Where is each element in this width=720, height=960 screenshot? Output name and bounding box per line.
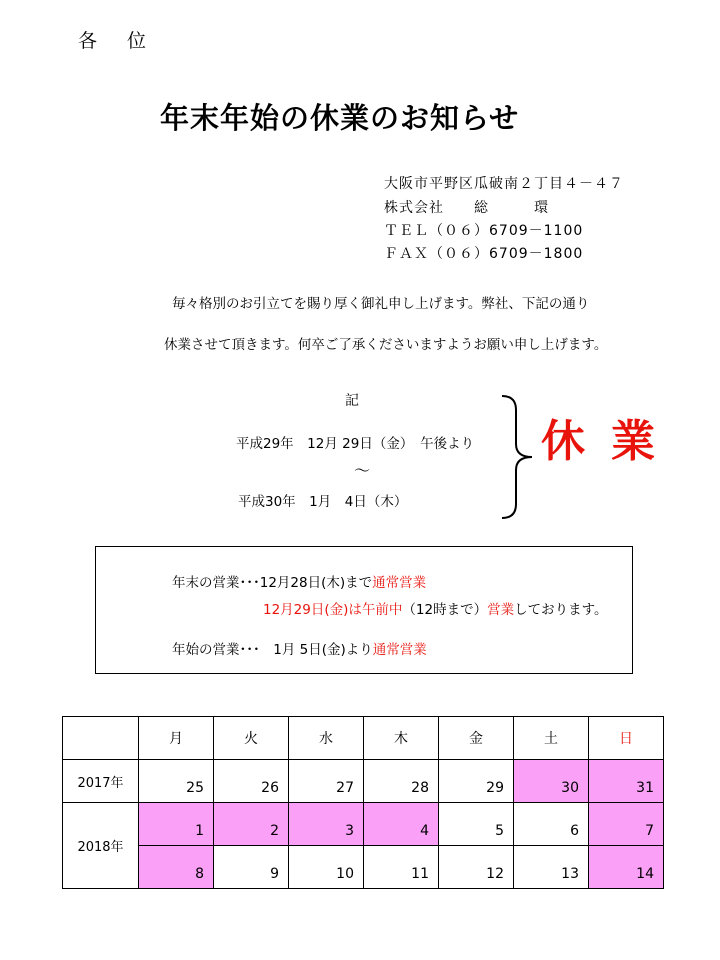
date-cell: 27 bbox=[289, 760, 364, 803]
salutation-char-1: 各 bbox=[78, 30, 98, 52]
date-cell: 5 bbox=[439, 803, 514, 846]
date-cell: 12 bbox=[439, 846, 514, 889]
salutation-char-2: 位 bbox=[127, 30, 147, 52]
period-start: 平成29年 12月 29日（金） 午後より bbox=[236, 436, 475, 452]
date-cell: 13 bbox=[514, 846, 589, 889]
year-end-normal-ops: 通常営業 bbox=[372, 575, 427, 591]
period-end: 平成30年 1月 4日（木） bbox=[238, 494, 408, 510]
date-cell: 14 bbox=[589, 846, 664, 889]
year-end-notice bbox=[172, 571, 426, 591]
date-cell: 4 bbox=[364, 803, 439, 846]
tel-number: ＴＥＬ（０６）6709－1100 bbox=[384, 223, 584, 239]
period-tilde: ～ bbox=[354, 461, 371, 480]
new-year-notice bbox=[172, 638, 427, 658]
calendar-row-2017 bbox=[63, 760, 664, 803]
calendar-row-2018-week1 bbox=[63, 803, 664, 846]
day-header-tue: 火 bbox=[214, 717, 289, 760]
calendar-row-2018-week2 bbox=[63, 846, 664, 889]
address-line: 大阪市平野区瓜破南２丁目４－４７ bbox=[384, 176, 624, 192]
date-cell: 26 bbox=[214, 760, 289, 803]
dec29-morning: 12月29日(金)は午前中 bbox=[263, 602, 403, 618]
salutation bbox=[78, 26, 146, 53]
day-header-sat: 土 bbox=[514, 717, 589, 760]
date-cell: 2 bbox=[214, 803, 289, 846]
new-year-text: 年始の営業･･･ 1月 5日(金)より bbox=[172, 642, 373, 658]
date-cell: 9 bbox=[214, 846, 289, 889]
holiday-calendar bbox=[62, 716, 664, 889]
year-label-2017: 2017年 bbox=[63, 760, 139, 803]
date-cell: 11 bbox=[364, 846, 439, 889]
date-cell: 25 bbox=[139, 760, 214, 803]
kyugyo-char-1: 休 bbox=[541, 416, 585, 467]
dec29-suffix: しております。 bbox=[514, 602, 608, 618]
dec29-hours: （12時まで） bbox=[402, 602, 488, 618]
year-end-text: 年末の営業･･･12月28日(木)まで bbox=[172, 575, 373, 591]
date-cell: 1 bbox=[139, 803, 214, 846]
greeting-line-2: 休業させて頂きます。何卒ご了承くださいますようお願い申し上げます。 bbox=[164, 337, 608, 353]
date-cell: 6 bbox=[514, 803, 589, 846]
day-header-mon: 月 bbox=[139, 717, 214, 760]
dec29-notice bbox=[263, 598, 608, 618]
page-title: 年末年始の休業のお知らせ bbox=[160, 101, 520, 135]
date-cell: 8 bbox=[139, 846, 214, 889]
day-header-wed: 水 bbox=[289, 717, 364, 760]
fax-number: ＦＡＸ（０６）6709－1800 bbox=[384, 246, 584, 262]
day-header-thu: 木 bbox=[364, 717, 439, 760]
day-header-fri: 金 bbox=[439, 717, 514, 760]
new-year-normal-ops: 通常営業 bbox=[372, 642, 427, 658]
day-header-sun: 日 bbox=[589, 717, 664, 760]
date-cell: 30 bbox=[514, 760, 589, 803]
greeting-line-1: 毎々格別のお引立てを賜り厚く御礼申し上げます。弊社、下記の通り bbox=[172, 296, 590, 312]
kyugyo-char-2: 業 bbox=[611, 416, 655, 467]
date-cell: 29 bbox=[439, 760, 514, 803]
right-brace-icon bbox=[498, 394, 538, 520]
date-cell: 31 bbox=[589, 760, 664, 803]
ki-heading: 記 bbox=[345, 393, 359, 409]
calendar-corner bbox=[63, 717, 139, 760]
year-label-2018: 2018年 bbox=[63, 803, 139, 889]
calendar-header-row bbox=[63, 717, 664, 760]
company-name: 株式会社 総 環 bbox=[384, 200, 549, 216]
dec29-open: 営業 bbox=[487, 602, 515, 618]
date-cell: 3 bbox=[289, 803, 364, 846]
date-cell: 28 bbox=[364, 760, 439, 803]
date-cell: 7 bbox=[589, 803, 664, 846]
date-cell: 10 bbox=[289, 846, 364, 889]
kyugyo-label bbox=[541, 416, 655, 467]
